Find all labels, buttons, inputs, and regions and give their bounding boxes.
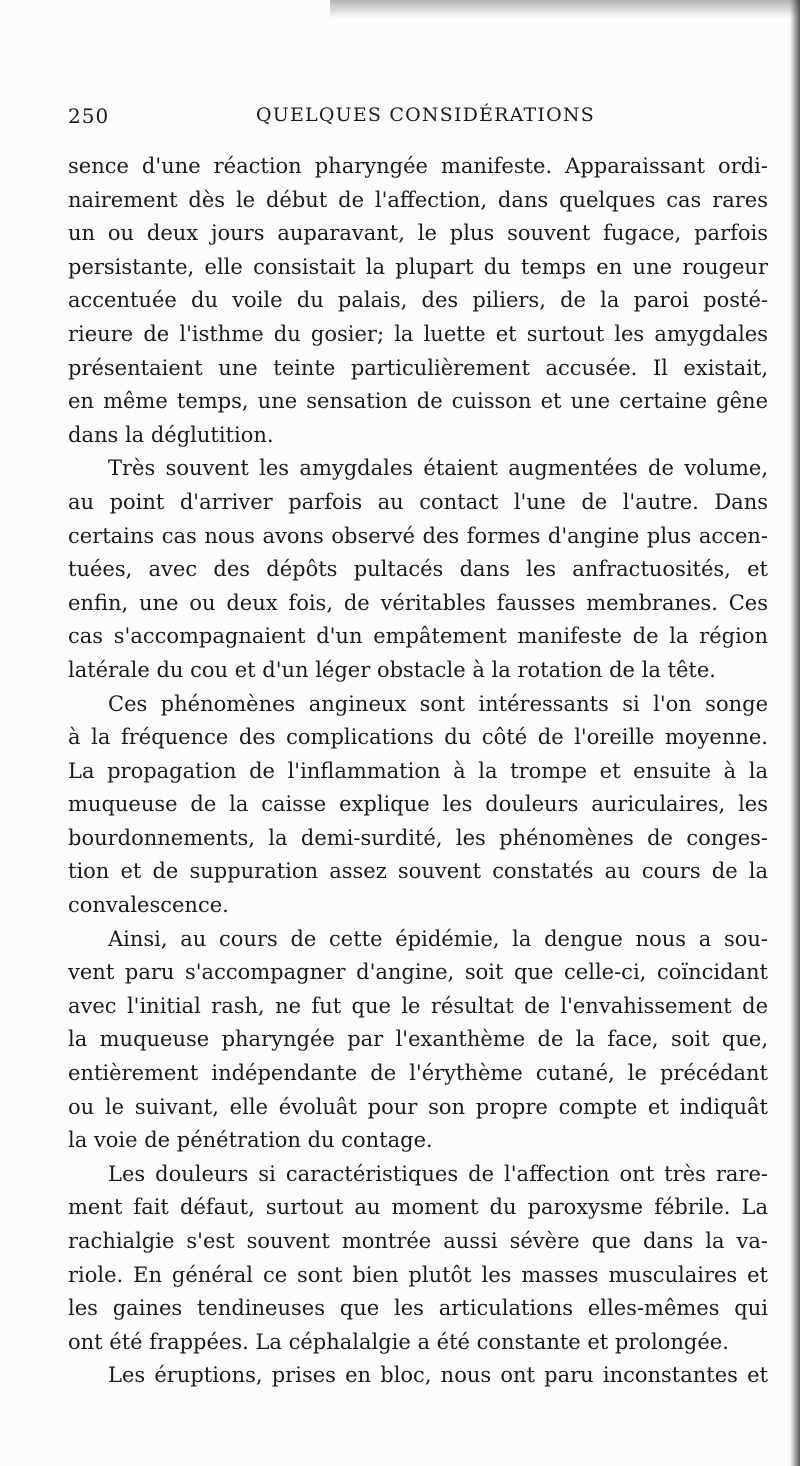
- page-number: 250: [68, 104, 110, 128]
- text-line: riole. En général ce sont bien plutôt les masses musculaires et: [68, 1262, 768, 1287]
- text-line: Les douleurs si caractéristiques de l'affection ont très rare-: [108, 1161, 768, 1186]
- text-line: tion et de suppuration assez souvent constatés au cours de la: [68, 859, 768, 884]
- text-line: la voie de pénétration du contage.: [68, 1128, 433, 1153]
- text-line: sence d'une réaction pharyngée manifeste. Apparaissant ordi-: [68, 154, 768, 178]
- text-line: dans la déglutition.: [68, 422, 274, 447]
- text-line: vent paru s'accompagner d'angine, soit que celle-ci, coïncidant: [68, 960, 768, 985]
- text-line: persistante, elle consistait la plupart du temps en une rougeur: [68, 254, 768, 279]
- text-line: ou le suivant, elle évoluât pour son propre compte et indiquât: [68, 1094, 768, 1119]
- text-line: la muqueuse pharyngée par l'exanthème de la face, soit que,: [68, 1027, 768, 1052]
- text-line: à la fréquence des complications du côté de l'oreille moyenne.: [68, 725, 768, 750]
- text-line: avec l'initial rash, ne fut que le résultat de l'envahissement de: [68, 993, 768, 1018]
- running-head: QUELQUES CONSIDÉRATIONS: [256, 104, 595, 126]
- text-line: ment fait défaut, surtout au moment du paroxysme fébrile. La: [68, 1195, 768, 1220]
- text-line: latérale du cou et d'un léger obstacle à la rotation de la tête.: [68, 657, 716, 682]
- text-line: certains cas nous avons observé des formes d'angine plus accen-: [68, 523, 768, 548]
- text-line: muqueuse de la caisse explique les douleurs auriculaires, les: [68, 792, 768, 817]
- text-line: Très souvent les amygdales étaient augmentées de volume,: [108, 456, 768, 481]
- scan-edge-right: [790, 0, 800, 1466]
- scan-shadow-top: [330, 0, 800, 18]
- text-line: entièrement indépendante de l'érythème cutané, le précédant: [68, 1061, 768, 1086]
- text-line: convalescence.: [68, 893, 229, 918]
- text-line: présentaient une teinte particulièrement accusée. Il existait,: [68, 355, 768, 380]
- text-line: tuées, avec des dépôts pultacés dans les anfractuosités, et: [68, 557, 768, 582]
- text-line: en même temps, une sensation de cuisson et une certaine gêne: [68, 389, 768, 414]
- text-line: au point d'arriver parfois au contact l'une de l'autre. Dans: [68, 489, 768, 514]
- text-line: Ainsi, au cours de cette épidémie, la dengue nous a sou-: [108, 926, 768, 951]
- text-line: accentuée du voile du palais, des piliers, de la paroi posté-: [68, 288, 768, 313]
- text-line: Les éruptions, prises en bloc, nous ont paru inconstantes et: [108, 1363, 768, 1388]
- text-line: bourdonnements, la demi-surdité, les phénomènes de conges-: [68, 825, 768, 850]
- text-line: cas s'accompagnaient d'un empâtement manifeste de la région: [68, 624, 768, 649]
- text-line: rachialgie s'est souvent montrée aussi sévère que dans la va-: [68, 1229, 768, 1253]
- text-line: les gaines tendineuses que les articulations elles-mêmes qui: [68, 1296, 768, 1321]
- text-line: rieure de l'isthme du gosier; la luette et surtout les amygdales: [68, 321, 768, 346]
- text-line: un ou deux jours auparavant, le plus souvent fugace, parfois: [68, 221, 768, 246]
- body-text: [68, 150, 768, 1393]
- text-line: La propagation de l'inflammation à la trompe et ensuite à la: [68, 758, 768, 783]
- text-line: Ces phénomènes angineux sont intéressants si l'on songe: [108, 691, 768, 716]
- text-line: ont été frappées. La céphalalgie a été constante et prolongée.: [68, 1329, 729, 1354]
- page-header: [68, 100, 768, 134]
- text-line: nairement dès le début de l'affection, dans quelques cas rares: [68, 187, 768, 212]
- text-line: enfin, une ou deux fois, de véritables fausses membranes. Ces: [68, 590, 768, 615]
